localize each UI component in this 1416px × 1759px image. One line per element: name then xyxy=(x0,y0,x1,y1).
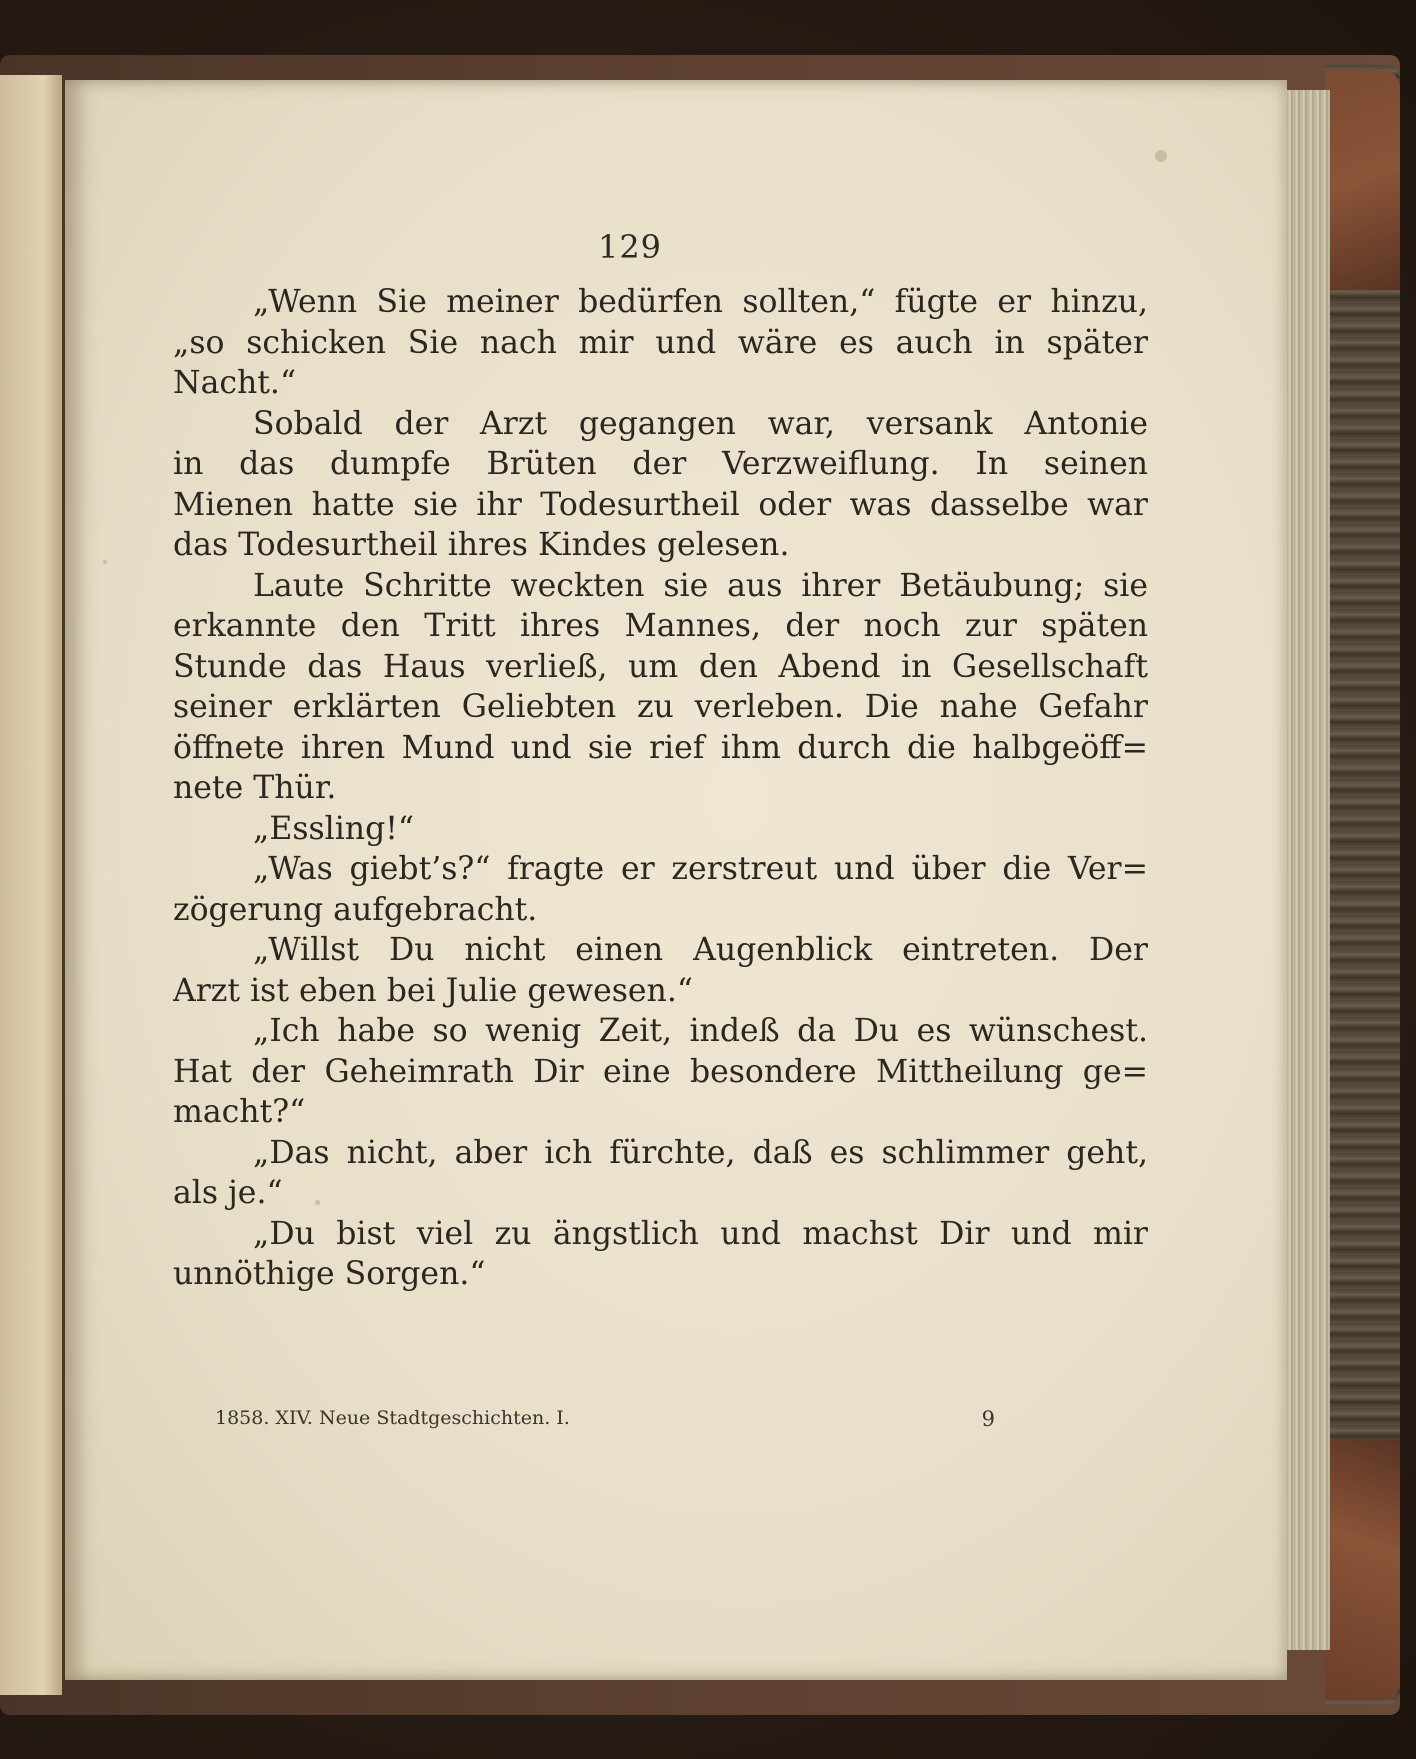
footer-signature-mark: 9 xyxy=(981,1407,995,1431)
paper-stain xyxy=(315,1200,320,1205)
text-line: zögerung aufgebracht. xyxy=(173,891,538,928)
leather-corner-top xyxy=(1325,70,1400,290)
text-line: in das dumpfe Brüten der Verzweiflung. In seinen xyxy=(173,446,1148,482)
text-line: erkannte den Tritt ihres Mannes, der noch zur späten xyxy=(173,608,1148,644)
text-line: seiner erklärten Geliebten zu verleben. Die nahe Gefahr xyxy=(173,689,1148,725)
text-line: öffnete ihren Mund und sie rief ihm durch die halbgeöff= xyxy=(173,729,1148,766)
page-number: 129 xyxy=(597,228,663,266)
text-line: das Todesurtheil ihres Kindes gelesen. xyxy=(173,527,790,563)
text-line: macht?“ xyxy=(173,1094,306,1130)
text-line: „Das nicht, aber ich fürchte, daß es schlimmer geht, xyxy=(253,1134,1148,1171)
book-page xyxy=(65,80,1287,1680)
paper-stain xyxy=(103,560,107,564)
leather-corner-bottom xyxy=(1325,1440,1400,1700)
text-line: „Ich habe so wenig Zeit, indeß da Du es wünschest. xyxy=(253,1013,1148,1049)
text-line: „Willst Du nicht einen Augenblick eintreten. Der xyxy=(253,932,1148,968)
page-footer xyxy=(215,1407,995,1437)
facing-page-edge xyxy=(0,75,62,1695)
page-body-text xyxy=(173,282,1148,1295)
text-line: „Du bist viel zu ängstlich und machst Dir und mir xyxy=(253,1215,1148,1252)
footer-imprint: 1858. XIV. Neue Stadtgeschichten. I. xyxy=(215,1407,570,1429)
page-block-edges xyxy=(1280,90,1330,1650)
text-line: „Wenn Sie meiner bedürfen sollten,“ fügte er hinzu, xyxy=(253,284,1148,320)
text-line: Sobald der Arzt gegangen war, versank Antonie xyxy=(253,405,1148,442)
text-line: Mienen hatte sie ihr Todesurtheil oder was dasselbe war xyxy=(173,486,1148,523)
text-line: „so schicken Sie nach mir und wäre es auch in später xyxy=(173,324,1148,361)
text-line: Laute Schritte weckten sie aus ihrer Betäubung; sie xyxy=(253,567,1148,604)
text-line: als je.“ xyxy=(173,1175,283,1211)
text-line: Nacht.“ xyxy=(173,365,297,401)
text-line: nete Thür. xyxy=(173,770,337,806)
text-line: „Essling!“ xyxy=(253,810,415,847)
text-line: Hat der Geheimrath Dir eine besondere Mittheilung ge= xyxy=(173,1053,1148,1090)
paper-stain xyxy=(1155,150,1167,162)
text-line: Arzt ist eben bei Julie gewesen.“ xyxy=(173,972,693,1009)
text-line: Stunde das Haus verließ, um den Abend in Gesellschaft xyxy=(173,648,1148,685)
text-line: unnöthige Sorgen.“ xyxy=(173,1256,486,1292)
text-line: „Was giebt’s?“ fragte er zerstreut und über die Ver= xyxy=(253,851,1148,887)
